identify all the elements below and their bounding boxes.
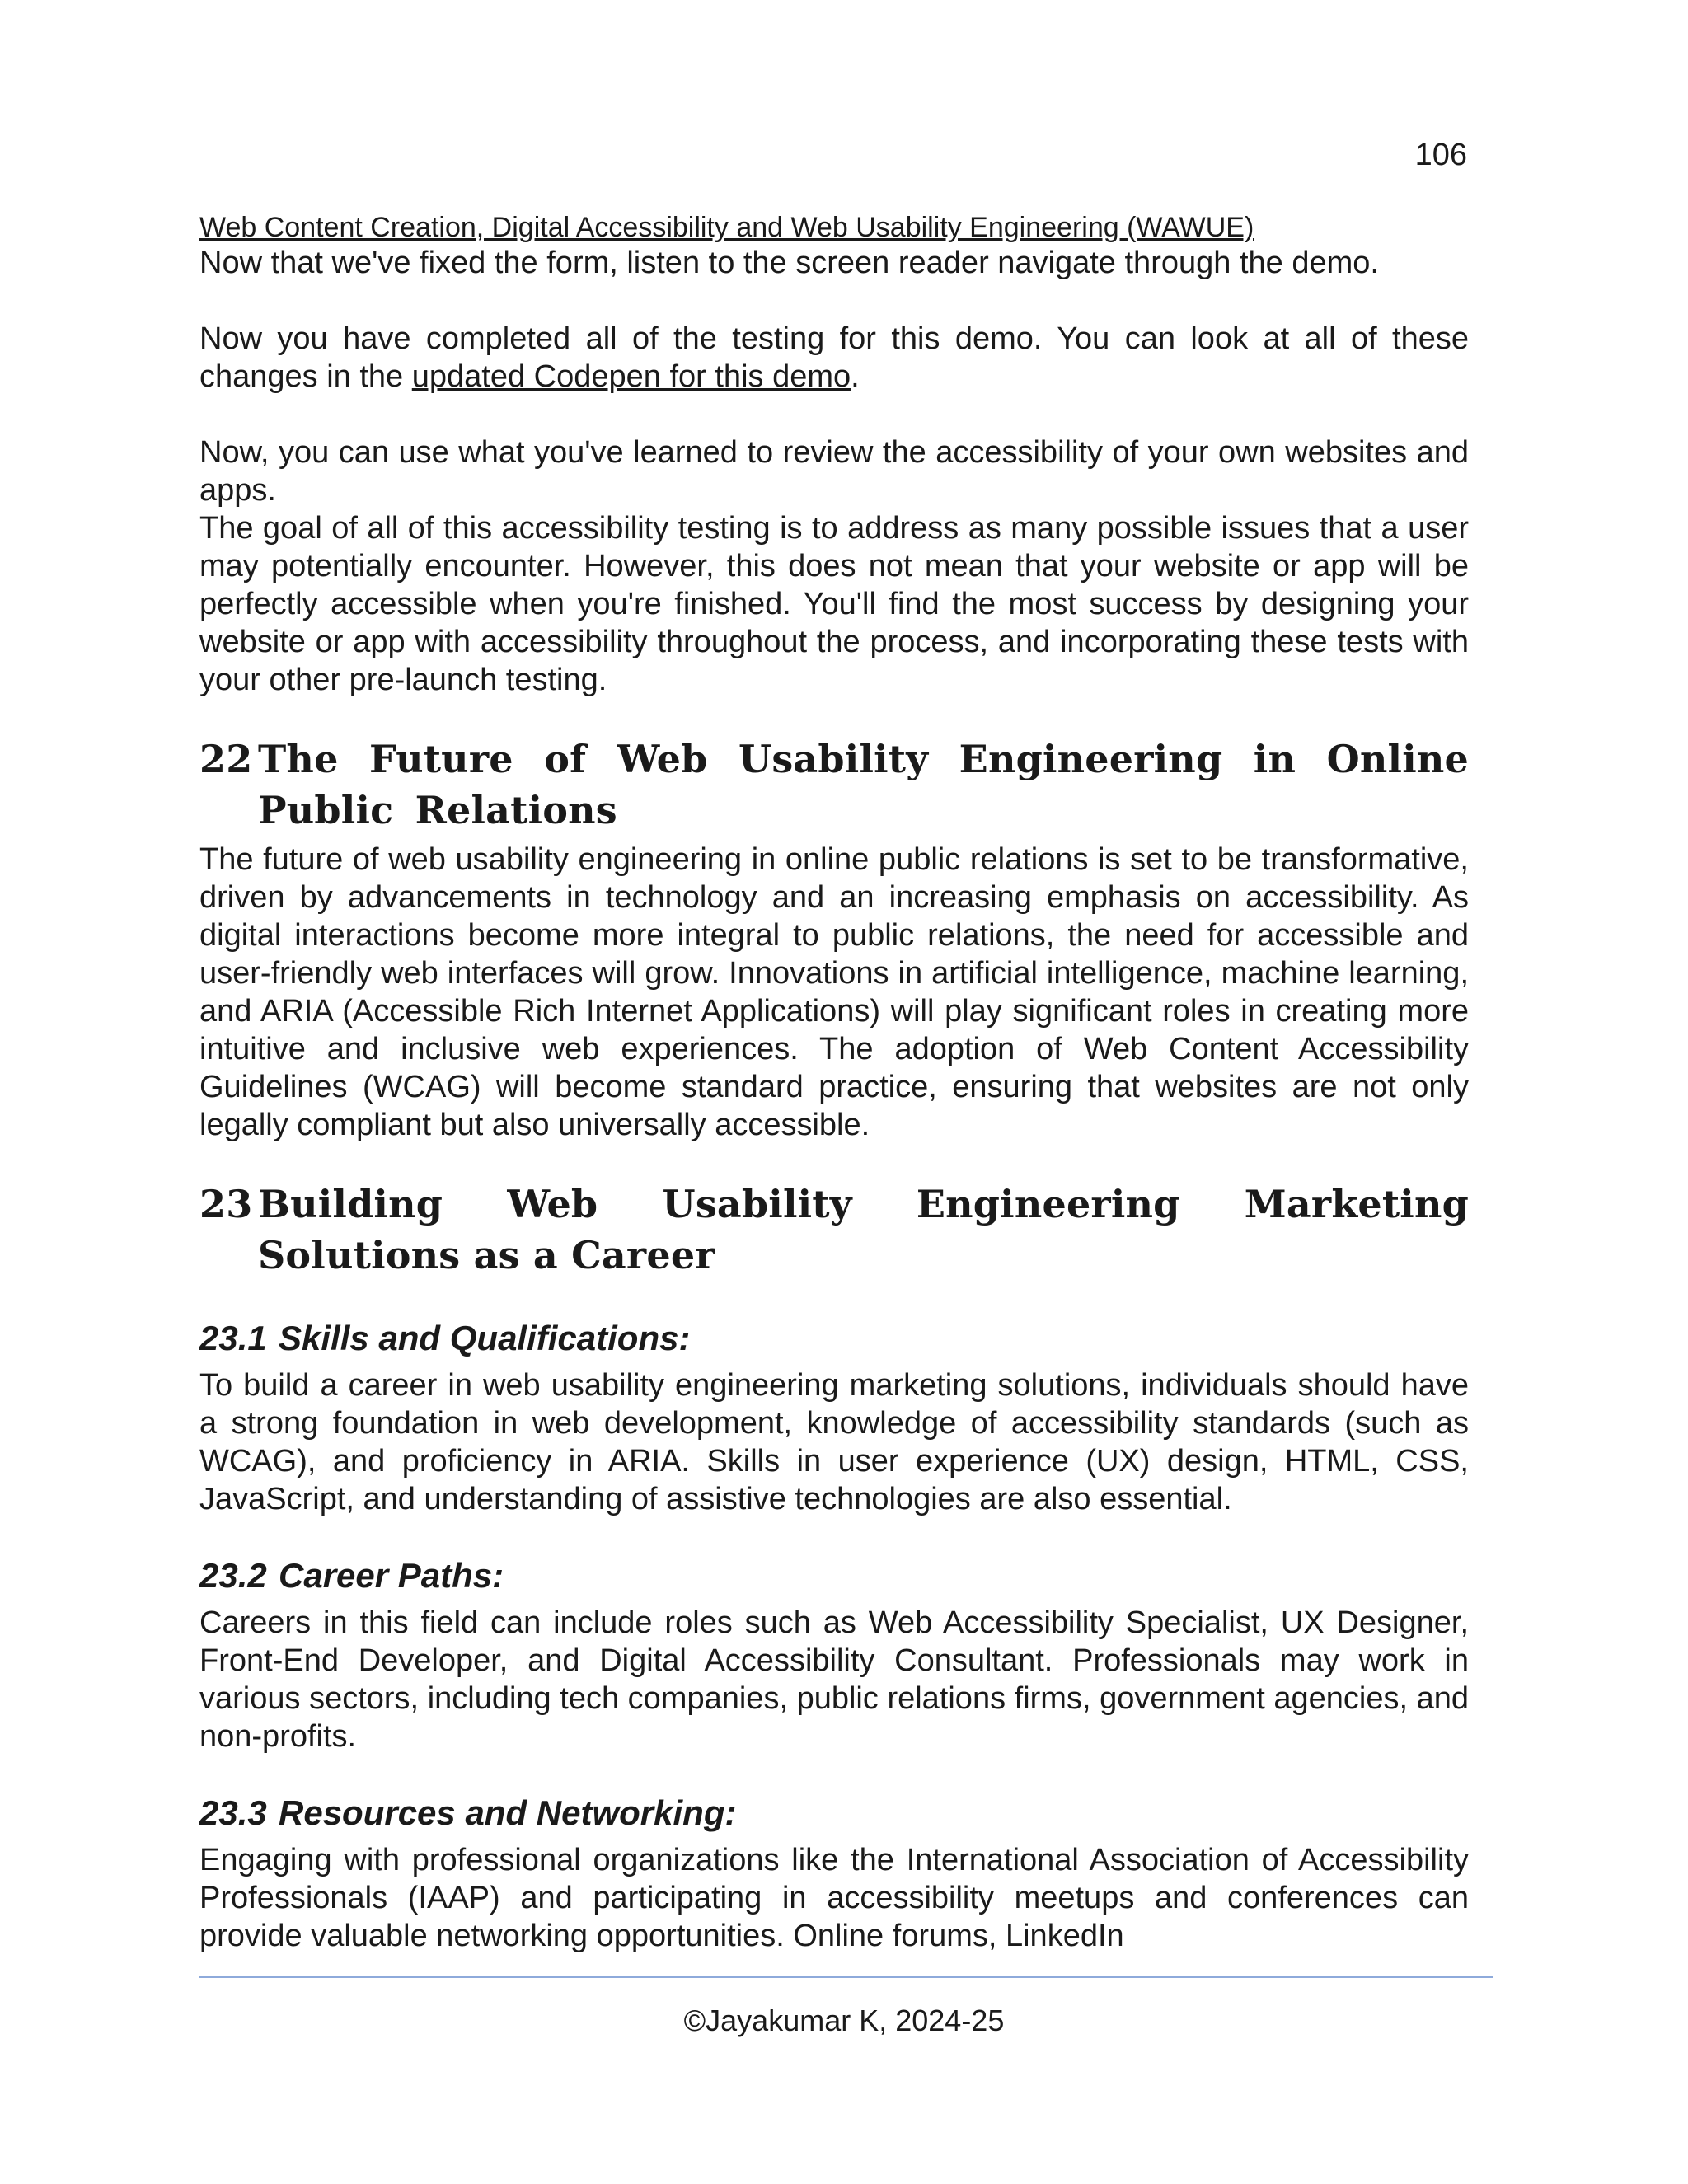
subsection-23-3-title: Resources and Networking: (279, 1793, 737, 1832)
subsection-23-3-heading (199, 1792, 1469, 1835)
subsection-23-2-title: Career Paths: (279, 1556, 504, 1595)
intro-paragraph-2-end: . (851, 359, 860, 394)
subsection-23-2-body: Careers in this field can include roles such as Web Accessibility Specialist, UX Designer, Front-End Developer, and Digital Accessibility Consultant. Professionals may work in various sectors, including tech companies, public relations firms, government agencies, and non-profits. (199, 1605, 1469, 1754)
section-22-heading (199, 733, 1469, 836)
subsection-23-1-heading (199, 1317, 1469, 1360)
intro-paragraph-4: The goal of all of this accessibility testing is to address as many possible issues that a user may potentially encounter. However, this does not mean that your website or app will be perfectly accessible when you're finished. You'll find the most success by designing your website or app with accessibility throughout the process, and incorporating these tests with your other pre-launch testing. (199, 511, 1469, 697)
intro-paragraph-1: Now that we've fixed the form, listen to the screen reader navigate through the demo. (199, 246, 1379, 280)
subsection-23-3-number: 23.3 (199, 1793, 267, 1832)
subsection-23-3-body: Engaging with professional organizations like the International Association of Accessibility Professionals (IAAP) and participating in accessibility meetups and conferences can provide valuable networking opportunities. Online forums, LinkedIn (199, 1843, 1469, 1953)
codepen-demo-link[interactable]: updated Codepen for this demo (411, 359, 851, 394)
subsection-23-1-body: To build a career in web usability engineering marketing solutions, individuals should have a strong foundation in web development, knowledge of accessibility standards (such as WCAG), and proficiency in ARIA. Skills in user experience (UX) design, HTML, CSS, JavaScript, and understanding of assistive technologies are also essential. (199, 1368, 1469, 1516)
section-23-number: 23 (199, 1182, 253, 1226)
section-23-heading (199, 1179, 1469, 1281)
footer-copyright: ©Jayakumar K, 2024-25 (683, 2004, 1005, 2037)
intro-paragraph-2 (199, 320, 1469, 396)
subsection-23-2-number: 23.2 (199, 1556, 267, 1595)
section-23-title: Building Web Usability Engineering Marketing Solutions as a Career (258, 1182, 1469, 1277)
subsection-23-1-number: 23.1 (199, 1319, 267, 1357)
page-content (199, 211, 1469, 1955)
subsection-23-2-heading (199, 1554, 1469, 1597)
running-header: Web Content Creation, Digital Accessibility and Web Usability Engineering (WAWUE) (199, 212, 1254, 243)
section-22-body: The future of web usability engineering in online public relations is set to be transformative, driven by advancements in technology and an increasing emphasis on accessibility. As digital interactions become more integral to public relations, the need for accessible and user-friendly web interfaces will grow. Innovations in artificial intelligence, machine learning, and ARIA (Accessible Rich Internet Applications) will play significant roles in creating more intuitive and inclusive web experiences. The adoption of Web Content Accessibility Guidelines (WCAG) will become standard practice, ensuring that websites are not only legally compliant but also universally accessible. (199, 842, 1469, 1142)
subsection-23-1-title: Skills and Qualifications: (279, 1319, 691, 1357)
section-22-number: 22 (199, 737, 253, 781)
intro-paragraph-3: Now, you can use what you've learned to review the accessibility of your own websites and apps. (199, 435, 1469, 508)
page-number: 106 (1414, 138, 1467, 172)
section-22-title: The Future of Web Usability Engineering in Online Public Relations (258, 737, 1469, 832)
footer-divider (199, 1976, 1493, 1978)
intro-paragraph-2-text: Now you have completed all of the testing for this demo. You can look at all of these changes in the (199, 321, 1469, 394)
